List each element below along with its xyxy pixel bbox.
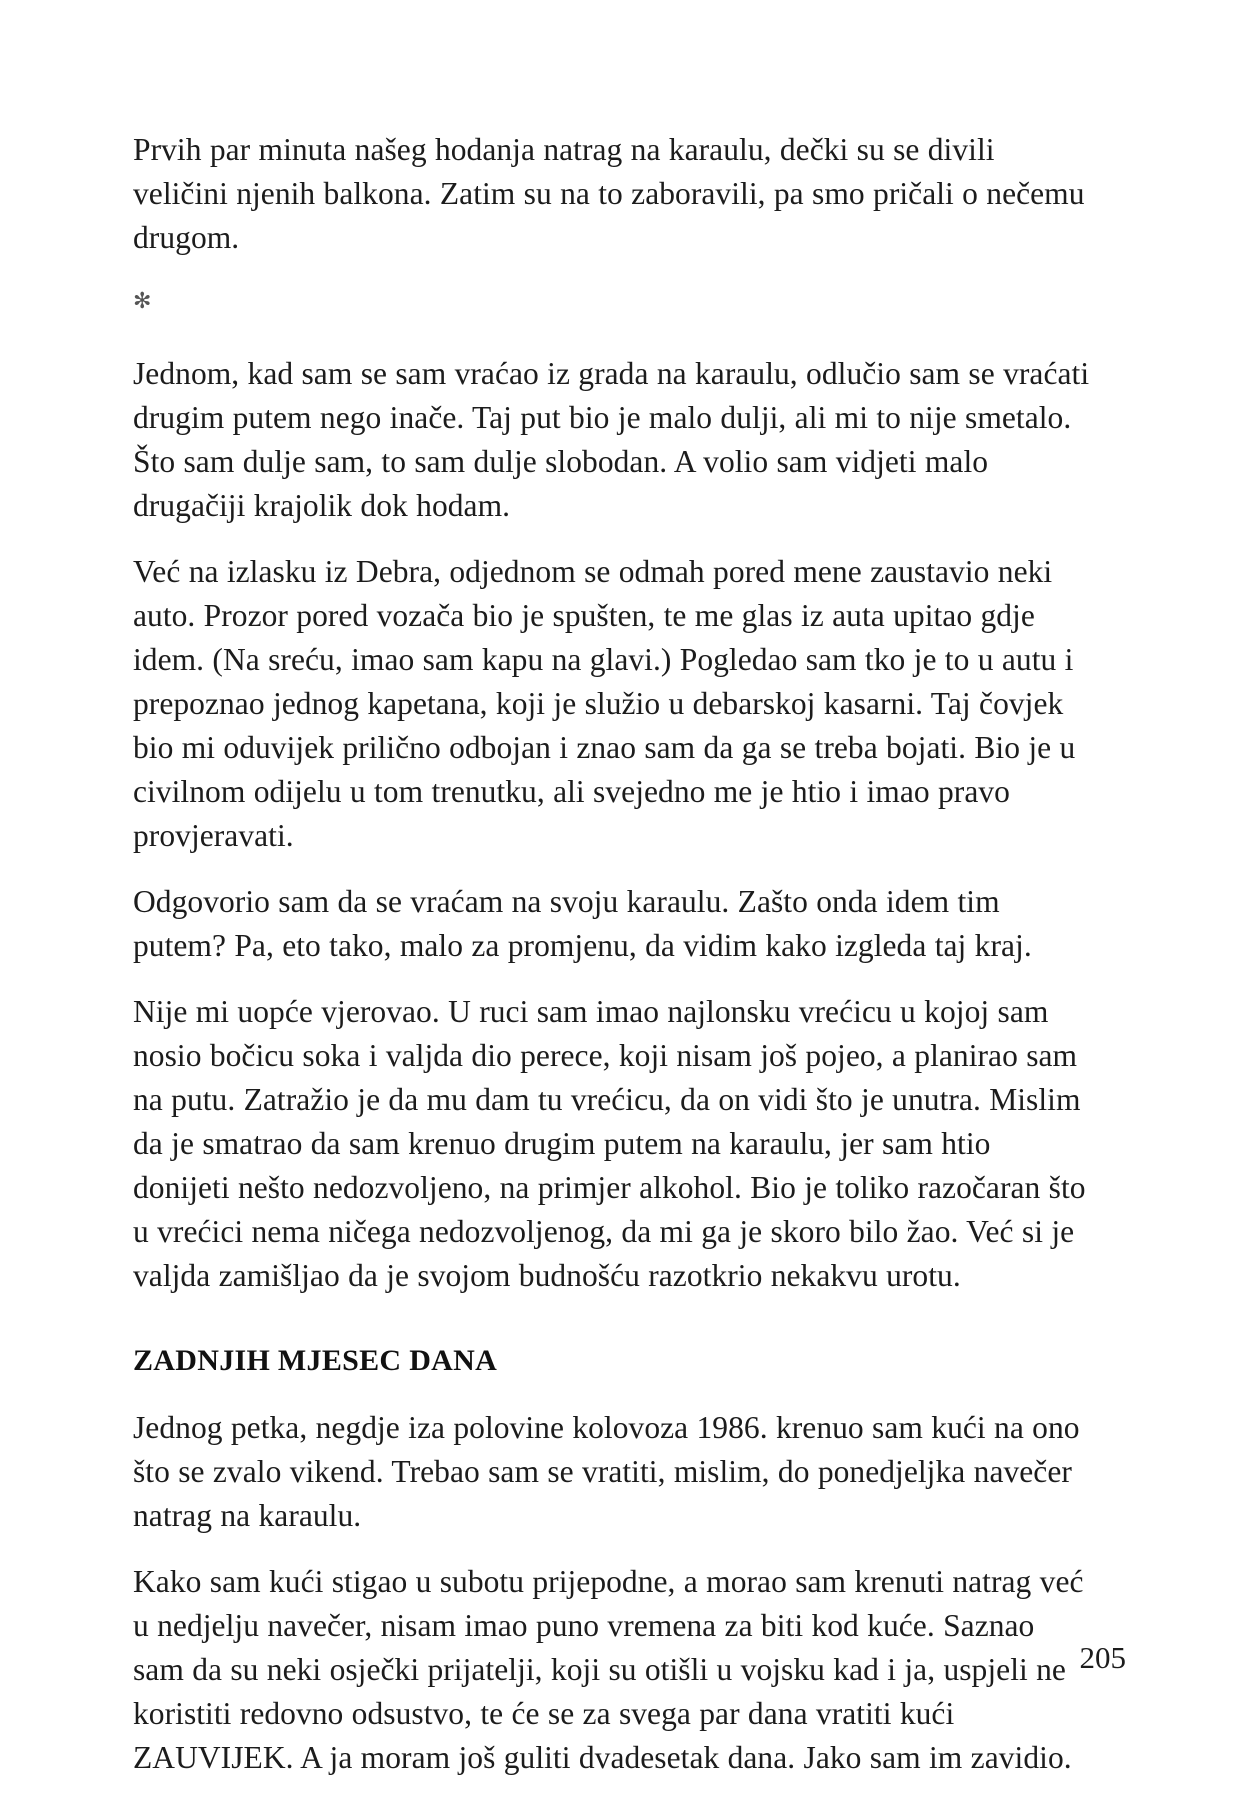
- paragraph-7: Kako sam kući stigao u subotu prijepodne, a morao sam krenuti natrag već u nedjelju navečer, nisam imao puno vremena za biti kod kuće. Saznao sam da su neki osječki prijatelji, koji su otišli u vojsku kad i ja, uspjeli ne koristiti redovno odsustvo, te će se za svega par dana vratiti kući ZAUVIJEK. A ja moram još guliti dvadesetak dana. Jako sam im zavidio.: [133, 1564, 1084, 1775]
- paragraph-2: Jednom, kad sam se sam vraćao iz grada na karaulu, odlučio sam se vraćati drugim putem nego inače. Taj put bio je malo dulji, ali mi to nije smetalo. Što sam dulje sam, to sam dulje slobodan. A volio sam vidjeti malo drugačiji krajolik dok hodam.: [133, 356, 1090, 523]
- paragraph-1: Prvih par minuta našeg hodanja natrag na karaulu, dečki su se divili veličini njenih balkona. Zatim su na to zaboravili, pa smo pričali o nečemu drugom.: [133, 132, 1085, 255]
- text-column: [133, 128, 1093, 1794]
- page-number: 205: [1079, 1640, 1126, 1675]
- paragraph-5: Nije mi uopće vjerovao. U ruci sam imao najlonsku vrećicu u kojoj sam nosio bočicu soka i valjda dio perece, koji nisam još pojeo, a planirao sam na putu. Zatražio je da mu dam tu vrećicu, da on vidi što je unutra. Mislim da je smatrao da sam krenuo drugim putem na karaulu, jer sam htio donijeti nešto nedozvoljeno, na primjer alkohol. Bio je toliko razočaran što u vrećici nema ničega nedozvoljenog, da mi ga je skoro bilo žao. Već si je valjda zamišljao da je svojom budnošću razotkrio nekakvu urotu.: [133, 994, 1086, 1293]
- section-heading: ZADNJIH MJESEC DANA: [133, 1344, 498, 1377]
- paragraph-4: Odgovorio sam da se vraćam na svoju karaulu. Zašto onda idem tim putem? Pa, eto tako, malo za promjenu, da vidim kako izgleda taj kraj.: [133, 884, 1032, 963]
- asterisk-separator-icon: ✻: [133, 288, 152, 313]
- paragraph-3: Već na izlasku iz Debra, odjednom se odmah pored mene zaustavio neki auto. Prozor pored vozača bio je spušten, te me glas iz auta upitao gdje idem. (Na sreću, imao sam kapu na glavi.) Pogledao sam tko je to u autu i prepoznao jednog kapetana, koji je služio u debarskoj kasarni. Taj čovjek bio mi oduvijek prilično odbojan i znao sam da ga se treba bojati. Bio je u civilnom odijelu u tom trenutku, ali svejedno me je htio i imao pravo provjeravati.: [133, 554, 1076, 853]
- paragraph-6: Jednog petka, negdje iza polovine kolovoza 1986. krenuo sam kući na ono što se zvalo vikend. Trebao sam se vratiti, mislim, do ponedjeljka navečer natrag na karaulu.: [133, 1410, 1080, 1533]
